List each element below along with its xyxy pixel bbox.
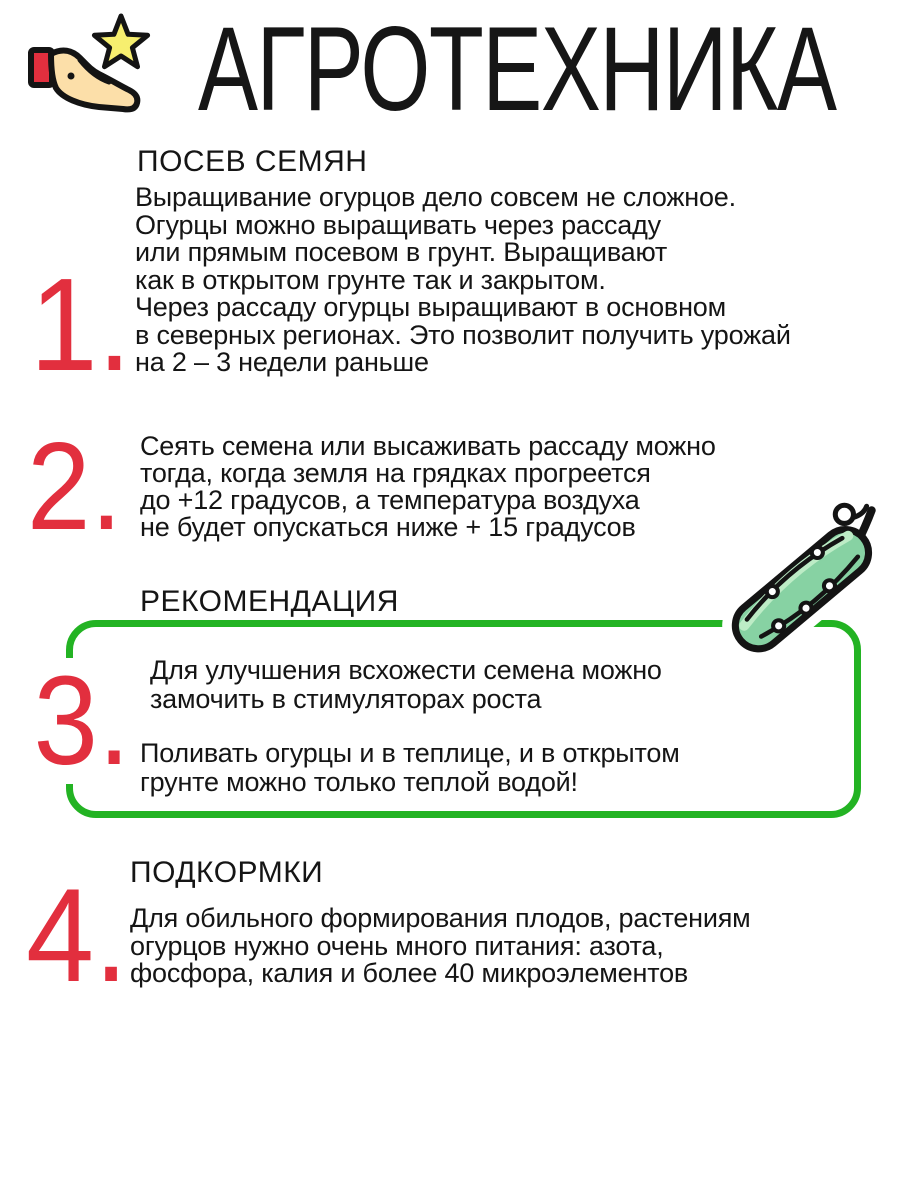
recommendation-paragraph-1 (150, 656, 662, 714)
section-number-2: 2. (27, 418, 123, 556)
text-line: не будет опускаться ниже + 15 градусов (140, 512, 636, 542)
text-line: фосфора, калия и более 40 микроэлементов (130, 958, 689, 988)
text-line: замочить в стимуляторах роста (150, 684, 542, 714)
text-line: до +12 градусов, а температура воздуха (140, 485, 640, 515)
sowing-paragraph (135, 184, 791, 377)
hand-offering-star-icon (18, 8, 168, 130)
hand-knuckle-dot (68, 73, 75, 80)
section-heading-sowing: ПОСЕВ СЕМЯН (137, 145, 368, 178)
text-line: как в открытом грунте так и закрытом. (135, 264, 606, 295)
text-line: в северных регионах. Это позволит получить урожай (135, 319, 791, 350)
page-title: АГРОТЕХНИКА (198, 2, 836, 136)
text-line: огурцов нужно очень много питания: азота, (130, 930, 664, 961)
recommendation-paragraph-2 (140, 739, 680, 797)
section-number-4: 4. (26, 862, 129, 1010)
text-line: на 2 – 3 недели раньше (135, 347, 429, 377)
section-number-1: 1. (30, 251, 132, 398)
section-heading-feeding: ПОДКОРМКИ (130, 856, 324, 889)
text-line: тогда, когда земля на грядках прогреется (140, 458, 651, 488)
feeding-paragraph (130, 905, 751, 988)
text-line: грунте можно только теплой водой! (140, 767, 578, 797)
text-line: Выращивание огурцов дело совсем не сложное. (135, 182, 736, 212)
text-line: Для обильного формирования плодов, растениям (130, 903, 751, 933)
text-line: или прямым посевом в грунт. Выращивают (135, 237, 668, 267)
planting-time-paragraph (140, 433, 716, 541)
text-line: Поливать огурцы и в теплице, и в открытом (140, 738, 680, 768)
cucumber-icon (712, 484, 900, 666)
section-number-3: 3. (28, 658, 136, 784)
text-line: Для улучшения всхожести семена можно (150, 655, 662, 685)
star-icon (94, 16, 147, 67)
text-line: Сеять семена или высаживать рассаду можно (140, 431, 716, 461)
text-line: Огурцы можно выращивать через рассаду (135, 209, 661, 240)
text-line: Через рассаду огурцы выращивают в основном (135, 292, 726, 322)
section-heading-recommendation: РЕКОМЕНДАЦИЯ (140, 585, 399, 618)
